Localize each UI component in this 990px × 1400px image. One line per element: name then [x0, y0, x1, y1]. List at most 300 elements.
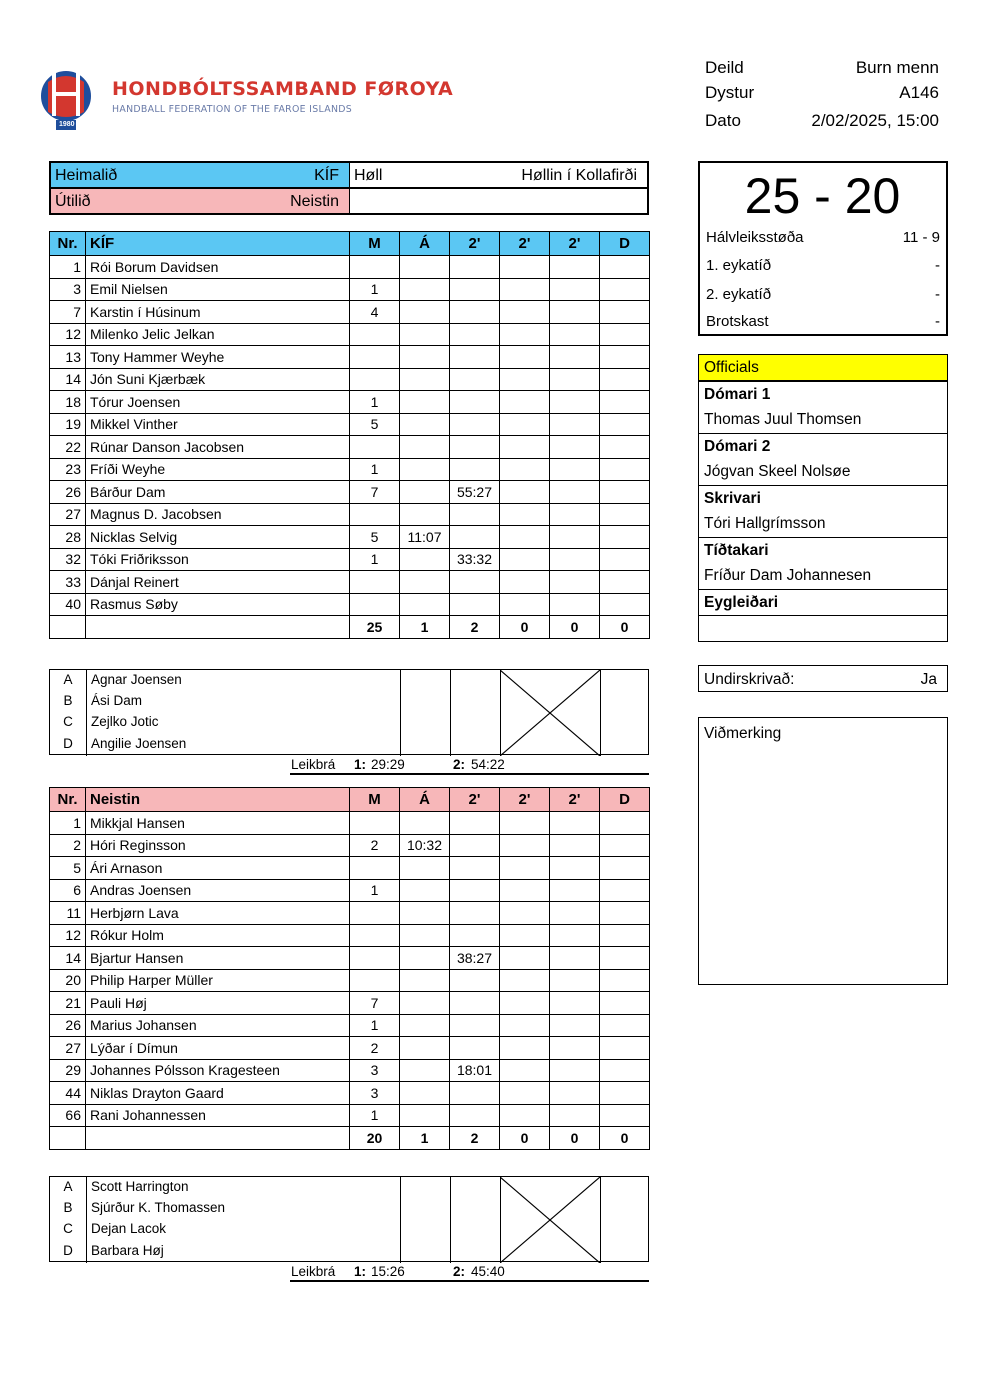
player-2min-3	[550, 969, 600, 992]
player-number: 32	[50, 548, 86, 571]
header-team: KÍF	[86, 232, 350, 256]
header-a: Á	[400, 788, 450, 812]
player-disq	[600, 1059, 650, 1082]
player-number: 20	[50, 969, 86, 992]
player-2min-3	[550, 323, 600, 346]
table-row	[50, 346, 650, 369]
player-name: Rani Johannessen	[86, 1104, 350, 1127]
player-2min-1	[450, 834, 500, 857]
player-disq	[600, 503, 650, 526]
team-official-code: C	[63, 714, 73, 730]
official-name	[698, 615, 948, 642]
player-warning	[400, 1059, 450, 1082]
player-number: 26	[50, 1014, 86, 1037]
player-name: Karstin í Húsinum	[86, 301, 350, 324]
player-2min-2	[500, 278, 550, 301]
player-disq	[600, 857, 650, 880]
player-2min-1	[450, 436, 500, 459]
player-name: Mikkjal Hansen	[86, 812, 350, 835]
score-line-value: -	[935, 286, 940, 303]
player-2min-3	[550, 413, 600, 436]
player-2min-3	[550, 436, 600, 459]
away-timeout2: 45:40	[471, 1264, 505, 1279]
player-2min-3	[550, 301, 600, 324]
player-2min-2	[500, 413, 550, 436]
player-2min-2	[500, 571, 550, 594]
table-row	[50, 548, 650, 571]
player-2min-3	[550, 458, 600, 481]
total-m: 25	[350, 616, 400, 639]
official-role: Dómari 2	[698, 433, 948, 459]
player-2min-1: 55:27	[450, 481, 500, 504]
header-nr: Nr.	[50, 232, 86, 256]
meta-label: Deild	[705, 58, 744, 77]
header-2min: 2'	[550, 788, 600, 812]
player-number: 27	[50, 1037, 86, 1060]
player-2min-2	[500, 256, 550, 279]
meta-value: A146	[899, 83, 939, 102]
final-score: 25 - 20	[744, 168, 901, 224]
team-official-code: A	[63, 1179, 73, 1194]
home-label: Heimalið	[55, 167, 118, 184]
player-2min-3	[550, 1014, 600, 1037]
team-official-code: B	[63, 1200, 73, 1216]
player-warning	[400, 368, 450, 391]
player-2min-3	[550, 902, 600, 925]
table-row	[50, 458, 650, 481]
player-2min-1	[450, 571, 500, 594]
table-header-row	[50, 232, 650, 256]
home-timeout2-label: 2:	[453, 757, 466, 772]
player-name: Mikkel Vinther	[86, 413, 350, 436]
player-2min-3	[550, 278, 600, 301]
player-goals: 2	[350, 1037, 400, 1060]
table-row	[50, 812, 650, 835]
header-m: M	[350, 788, 400, 812]
official-role: Tíðtakari	[698, 537, 948, 563]
player-disq	[600, 969, 650, 992]
table-row	[50, 1082, 650, 1105]
player-goals: 7	[350, 992, 400, 1015]
player-2min-3	[550, 924, 600, 947]
player-name: Johannes Pólsson Kragesteen	[86, 1059, 350, 1082]
player-goals: 5	[350, 526, 400, 549]
player-2min-1	[450, 323, 500, 346]
table-row	[50, 834, 650, 857]
player-goals: 5	[350, 413, 400, 436]
remarks-box	[698, 717, 948, 985]
player-2min-3	[550, 481, 600, 504]
player-name: Rói Borum Davidsen	[86, 256, 350, 279]
player-2min-2	[500, 593, 550, 616]
official-name: Tóri Hallgrímsson	[698, 511, 948, 538]
player-name: Ári Arnason	[86, 857, 350, 880]
player-2min-3	[550, 1037, 600, 1060]
player-number: 26	[50, 481, 86, 504]
table-row	[50, 526, 650, 549]
player-2min-2	[500, 947, 550, 970]
player-2min-1	[450, 413, 500, 436]
player-goals	[350, 256, 400, 279]
totals-row	[50, 1127, 650, 1150]
player-warning	[400, 323, 450, 346]
venue-row	[349, 161, 649, 188]
player-2min-2	[500, 924, 550, 947]
player-2min-2	[500, 436, 550, 459]
player-name: Rasmus Søby	[86, 593, 350, 616]
player-goals: 1	[350, 391, 400, 414]
table-row	[50, 256, 650, 279]
venue-name: Høllin í Kollafirði	[521, 167, 637, 184]
player-disq	[600, 1037, 650, 1060]
header-d: D	[600, 232, 650, 256]
table-row	[50, 593, 650, 616]
table-row	[50, 436, 650, 459]
total-a: 1	[400, 1127, 450, 1150]
player-warning	[400, 436, 450, 459]
player-2min-1	[450, 879, 500, 902]
player-number: 13	[50, 346, 86, 369]
player-2min-3	[550, 834, 600, 857]
player-2min-3	[550, 1082, 600, 1105]
player-disq	[600, 481, 650, 504]
player-2min-3	[550, 947, 600, 970]
player-2min-1	[450, 812, 500, 835]
player-name: Bjartur Hansen	[86, 947, 350, 970]
table-row	[50, 857, 650, 880]
player-2min-1: 33:32	[450, 548, 500, 571]
player-goals: 3	[350, 1082, 400, 1105]
table-row	[50, 902, 650, 925]
table-row	[50, 323, 650, 346]
player-warning	[400, 812, 450, 835]
player-name: Tóki Friðriksson	[86, 548, 350, 571]
logo-year: 1980	[59, 121, 75, 128]
table-row	[50, 924, 650, 947]
player-number: 40	[50, 593, 86, 616]
header-2min: 2'	[500, 788, 550, 812]
official-name: Fríður Dam Johannesen	[698, 563, 948, 590]
federation-logo	[38, 60, 454, 132]
player-2min-1	[450, 301, 500, 324]
table-row	[50, 413, 650, 436]
player-warning	[400, 1014, 450, 1037]
player-2min-2	[500, 368, 550, 391]
player-goals	[350, 346, 400, 369]
home-team-row	[49, 161, 350, 188]
team-official-code: C	[63, 1221, 73, 1237]
away-team: Neistin	[290, 193, 339, 210]
player-warning	[400, 301, 450, 324]
home-timeout-label: Leikbrá	[291, 757, 336, 772]
player-warning: 11:07	[400, 526, 450, 549]
player-2min-2	[500, 1037, 550, 1060]
meta-label: Dystur	[705, 83, 755, 102]
player-number: 29	[50, 1059, 86, 1082]
player-2min-2	[500, 301, 550, 324]
player-warning	[400, 413, 450, 436]
player-goals	[350, 969, 400, 992]
player-2min-2	[500, 481, 550, 504]
team-official-name: Zejlko Jotic	[91, 714, 159, 730]
home-timeout1-label: 1:	[354, 757, 367, 772]
team-official-name: Agnar Joensen	[91, 672, 182, 687]
player-goals: 1	[350, 1104, 400, 1127]
player-warning	[400, 391, 450, 414]
player-2min-2	[500, 812, 550, 835]
team-official-name: Scott Harrington	[91, 1179, 189, 1194]
player-2min-1	[450, 278, 500, 301]
player-number: 12	[50, 924, 86, 947]
player-disq	[600, 947, 650, 970]
score-line-value: -	[935, 257, 940, 274]
home-timeout1: 29:29	[371, 757, 405, 772]
player-2min-2	[500, 834, 550, 857]
player-2min-1	[450, 924, 500, 947]
player-goals	[350, 902, 400, 925]
table-row	[50, 879, 650, 902]
table-row	[50, 992, 650, 1015]
player-number: 3	[50, 278, 86, 301]
player-name: Pauli Høj	[86, 992, 350, 1015]
table-row	[50, 1014, 650, 1037]
header-2min: 2'	[550, 232, 600, 256]
player-name: Bárður Dam	[86, 481, 350, 504]
team-official-code: D	[63, 1242, 73, 1258]
total-a: 1	[400, 616, 450, 639]
player-number: 19	[50, 413, 86, 436]
player-disq	[600, 924, 650, 947]
venue-empty-row	[349, 188, 649, 215]
score-line-label: 1. eykatíð	[706, 257, 772, 274]
player-disq	[600, 458, 650, 481]
official-role: Eygleiðari	[698, 589, 948, 616]
player-2min-2	[500, 391, 550, 414]
player-name: Marius Johansen	[86, 1014, 350, 1037]
player-2min-1	[450, 458, 500, 481]
player-2min-1	[450, 593, 500, 616]
player-goals	[350, 503, 400, 526]
player-2min-2	[500, 1082, 550, 1105]
player-disq	[600, 571, 650, 594]
player-warning	[400, 947, 450, 970]
player-number: 1	[50, 256, 86, 279]
official-role: Skrivari	[698, 485, 948, 511]
home-team-officials	[49, 669, 649, 755]
score-line-value: -	[935, 313, 940, 330]
player-goals: 1	[350, 458, 400, 481]
player-name: Jón Suni Kjærbæk	[86, 368, 350, 391]
player-2min-1	[450, 346, 500, 369]
crossed-cell-icon	[500, 1177, 600, 1263]
player-2min-3	[550, 368, 600, 391]
player-2min-1	[450, 256, 500, 279]
player-name: Rókur Holm	[86, 924, 350, 947]
home-timeout-rule	[290, 773, 649, 775]
player-warning	[400, 481, 450, 504]
player-goals: 3	[350, 1059, 400, 1082]
table-row	[50, 278, 650, 301]
player-name: Emil Nielsen	[86, 278, 350, 301]
player-2min-1	[450, 902, 500, 925]
away-player-table	[49, 787, 650, 1150]
signed-box	[698, 665, 948, 692]
score-box	[698, 161, 948, 336]
officials-title: Officials	[698, 354, 948, 381]
player-goals: 4	[350, 301, 400, 324]
player-2min-2	[500, 346, 550, 369]
header-m: M	[350, 232, 400, 256]
player-warning	[400, 593, 450, 616]
player-goals	[350, 812, 400, 835]
player-name: Andras Joensen	[86, 879, 350, 902]
meta-value: Burn menn	[855, 58, 939, 77]
totals-blank	[50, 616, 86, 639]
total-t2: 0	[500, 1127, 550, 1150]
player-number: 66	[50, 1104, 86, 1127]
team-official-code: A	[63, 672, 73, 687]
away-timeout1-label: 1:	[354, 1264, 367, 1279]
player-name: Milenko Jelic Jelkan	[86, 323, 350, 346]
home-player-table	[49, 231, 650, 639]
player-disq	[600, 1104, 650, 1127]
player-2min-3	[550, 593, 600, 616]
player-2min-2	[500, 323, 550, 346]
official-role: Dómari 1	[698, 381, 948, 407]
player-disq	[600, 1082, 650, 1105]
table-row	[50, 1059, 650, 1082]
total-d: 0	[600, 1127, 650, 1150]
score-line-label: Brotskast	[706, 313, 769, 330]
official-name: Thomas Juul Thomsen	[698, 407, 948, 434]
player-number: 6	[50, 879, 86, 902]
team-official-name: Barbara Høj	[91, 1242, 164, 1258]
player-2min-3	[550, 992, 600, 1015]
header-a: Á	[400, 232, 450, 256]
player-goals	[350, 857, 400, 880]
player-2min-2	[500, 969, 550, 992]
player-2min-2	[500, 992, 550, 1015]
player-warning	[400, 1082, 450, 1105]
player-warning	[400, 548, 450, 571]
player-warning	[400, 458, 450, 481]
player-name: Hóri Reginsson	[86, 834, 350, 857]
player-2min-3	[550, 256, 600, 279]
player-disq	[600, 992, 650, 1015]
player-name: Herbjørn Lava	[86, 902, 350, 925]
totals-blank	[86, 1127, 350, 1150]
header-2min: 2'	[500, 232, 550, 256]
player-2min-3	[550, 879, 600, 902]
player-disq	[600, 548, 650, 571]
player-name: Magnus D. Jacobsen	[86, 503, 350, 526]
table-row	[50, 947, 650, 970]
player-2min-2	[500, 1104, 550, 1127]
header-team: Neistin	[86, 788, 350, 812]
totals-row	[50, 616, 650, 639]
away-timeout-label: Leikbrá	[291, 1264, 336, 1279]
player-2min-1	[450, 1037, 500, 1060]
player-2min-3	[550, 1104, 600, 1127]
player-name: Rúnar Danson Jacobsen	[86, 436, 350, 459]
player-2min-2	[500, 548, 550, 571]
player-name: Philip Harper Müller	[86, 969, 350, 992]
table-row	[50, 391, 650, 414]
player-warning	[400, 924, 450, 947]
player-name: Dánjal Reinert	[86, 571, 350, 594]
player-number: 7	[50, 301, 86, 324]
player-goals	[350, 924, 400, 947]
away-timeout1: 15:26	[371, 1264, 405, 1279]
team-official-name: Ási Dam	[91, 693, 143, 709]
score-line-label: Hálvleiksstøða	[706, 229, 804, 246]
team-official-name: Angilie Joensen	[91, 735, 187, 751]
home-team: KÍF	[314, 167, 339, 184]
player-name: Fríði Weyhe	[86, 458, 350, 481]
signed-label: Undirskrivað:	[704, 671, 795, 688]
player-2min-1	[450, 1014, 500, 1037]
player-number: 28	[50, 526, 86, 549]
player-goals: 7	[350, 481, 400, 504]
player-2min-1: 18:01	[450, 1059, 500, 1082]
total-t3: 0	[550, 616, 600, 639]
venue-label: Høll	[354, 167, 383, 184]
remarks-label: Viðmerking	[704, 725, 782, 742]
player-warning	[400, 503, 450, 526]
player-warning	[400, 879, 450, 902]
player-2min-3	[550, 1059, 600, 1082]
player-goals: 1	[350, 1014, 400, 1037]
player-warning	[400, 346, 450, 369]
player-number: 18	[50, 391, 86, 414]
player-2min-3	[550, 346, 600, 369]
player-goals	[350, 593, 400, 616]
player-2min-2	[500, 879, 550, 902]
player-2min-3	[550, 548, 600, 571]
player-2min-3	[550, 526, 600, 549]
player-2min-2	[500, 503, 550, 526]
player-number: 1	[50, 812, 86, 835]
header-2min: 2'	[450, 788, 500, 812]
player-2min-2	[500, 1014, 550, 1037]
player-goals: 1	[350, 879, 400, 902]
player-disq	[600, 256, 650, 279]
table-row	[50, 969, 650, 992]
player-warning	[400, 256, 450, 279]
table-row	[50, 1104, 650, 1127]
player-disq	[600, 834, 650, 857]
player-number: 33	[50, 571, 86, 594]
player-number: 23	[50, 458, 86, 481]
player-goals	[350, 571, 400, 594]
table-row	[50, 571, 650, 594]
table-row	[50, 1037, 650, 1060]
player-goals	[350, 368, 400, 391]
player-name: Nicklas Selvig	[86, 526, 350, 549]
away-label: Útilið	[55, 193, 91, 210]
team-official-code: D	[63, 735, 73, 751]
totals-blank	[50, 1127, 86, 1150]
team-official-code: B	[63, 693, 73, 709]
player-2min-3	[550, 503, 600, 526]
player-number: 11	[50, 902, 86, 925]
player-disq	[600, 526, 650, 549]
player-2min-1	[450, 368, 500, 391]
player-disq	[600, 902, 650, 925]
player-2min-2	[500, 458, 550, 481]
official-name: Jógvan Skeel Nolsøe	[698, 459, 948, 486]
player-disq	[600, 301, 650, 324]
